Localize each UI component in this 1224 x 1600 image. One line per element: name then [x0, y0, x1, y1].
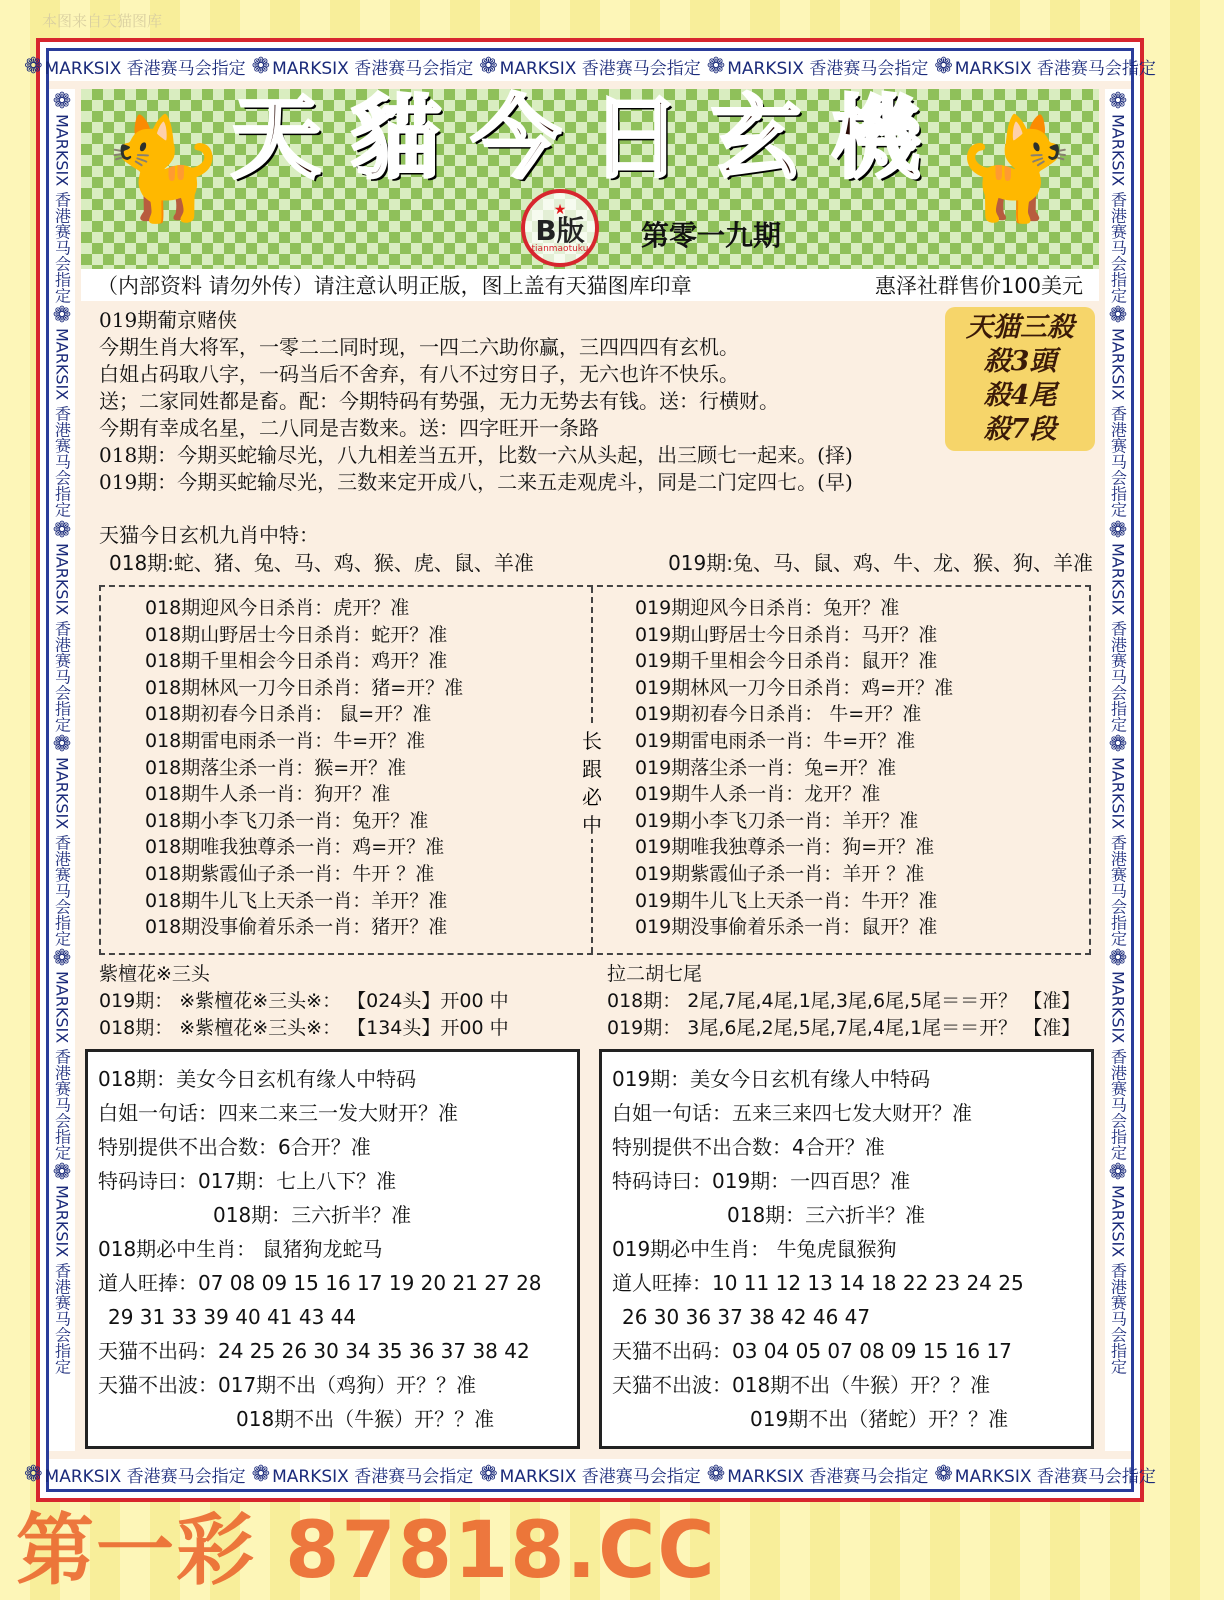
nine-019: 019期:兔、马、鼠、鸡、牛、龙、猴、狗、羊准 — [668, 551, 1093, 575]
notice-left: （内部资料 请勿外传）请注意认明正版，图上盖有天猫图库印章 — [97, 274, 692, 298]
strip-item — [479, 54, 701, 79]
kill-item: 018期林风一刀今日杀肖：猪=开？准 — [145, 676, 464, 699]
strip-item — [1106, 89, 1131, 303]
box-line: 019期不出（猪蛇）开？？准 — [750, 1407, 1009, 1431]
box-line: 26 30 36 37 38 42 46 47 — [622, 1305, 871, 1329]
strip-text: MARKSIX 香港赛马会指定 — [1108, 1185, 1128, 1375]
strip-text: MARKSIX 香港赛马会指定 — [52, 756, 72, 947]
strip-text: MARKSIX 香港赛马会指定 — [52, 114, 72, 304]
kill-item: 019期林风一刀今日杀肖：鸡=开？准 — [635, 676, 954, 699]
strip-text: MARKSIX 香港赛马会指定 — [52, 542, 72, 732]
title-char: 貓 — [351, 85, 441, 191]
box-line: 天猫不出码：24 25 26 30 34 35 36 37 38 42 — [98, 1339, 530, 1363]
strip-item — [934, 1462, 1156, 1487]
flower-icon: ❁ — [1105, 946, 1131, 972]
flower-icon: ❁ — [251, 1461, 271, 1487]
box-line: 018期必中生肖： 鼠猪狗龙蛇马 — [98, 1237, 383, 1261]
poster-title — [81, 85, 1099, 191]
box-line: 特别提供不出合数：6合开？准 — [98, 1135, 371, 1159]
box-line: 天猫不出码：03 04 05 07 08 09 15 16 17 — [612, 1339, 1012, 1363]
zitan-section — [99, 961, 509, 1042]
box-line: 019期必中生肖： 牛兔虎鼠猴狗 — [612, 1237, 897, 1261]
flower-icon: ❁ — [24, 1461, 43, 1487]
flower-icon: ❁ — [49, 517, 75, 543]
title-char: 天 — [231, 85, 321, 191]
strip-item — [707, 1462, 929, 1487]
box-line: 018期：美女今日玄机有缘人中特码 — [98, 1067, 417, 1091]
kill-item: 018期初春今日杀肖： 鼠=开？准 — [145, 703, 432, 726]
strip-text: MARKSIX 香港赛马会指定 — [1108, 756, 1128, 947]
flower-icon: ❁ — [251, 53, 271, 79]
box-018 — [85, 1049, 580, 1449]
box-line: 天猫不出波：018期不出（牛猴）开？？准 — [612, 1373, 991, 1397]
kill-item: 019期唯我独尊杀一肖：狗=开？准 — [635, 836, 935, 859]
kill-item: 018期落尘杀一肖：猴=开？准 — [145, 756, 407, 779]
site-watermark: 第一彩 87818.CC — [16, 1506, 717, 1596]
badge-line: 天猫三殺 — [966, 312, 1074, 343]
notice-bar — [81, 269, 1099, 301]
strip-text: MARKSIX 香港赛马会指定 — [272, 58, 474, 79]
kill-badge — [945, 307, 1095, 451]
strip-item — [934, 54, 1156, 79]
flower-icon: ❁ — [706, 1461, 726, 1487]
title-char: 機 — [831, 85, 921, 191]
kill-item: 018期山野居士今日杀肖：蛇开？准 — [145, 623, 448, 646]
kill-item: 019期迎风今日杀肖：兔开？准 — [635, 597, 900, 619]
box-line: 018期不出（牛猴）开？？准 — [236, 1407, 495, 1431]
box-line: 特码诗曰：019期：一四百思？准 — [612, 1169, 911, 1193]
strip-item — [252, 54, 474, 79]
box-line: 道人旺捧：10 11 12 13 14 18 22 23 24 25 — [612, 1271, 1024, 1295]
strip-text: MARKSIX 香港赛马会指定 — [727, 58, 929, 79]
flower-icon: ❁ — [49, 303, 75, 329]
cat-left-icon: 🐈 — [101, 110, 226, 227]
kill-item: 019期初春今日杀肖： 牛=开？准 — [635, 703, 922, 726]
kill-item: 018期牛儿飞上天杀一肖：羊开？准 — [145, 889, 448, 912]
kill-item: 019期雷电雨杀一肖：牛=开？准 — [635, 729, 916, 752]
strip-item — [50, 518, 75, 732]
flower-icon: ❁ — [49, 731, 75, 757]
title-char: 今 — [471, 85, 561, 191]
kill-item: 019期落尘杀一肖：兔=开？准 — [635, 756, 897, 779]
kill-list-019 — [635, 595, 953, 941]
strip-item — [50, 89, 75, 303]
zitan-line: 018期： ※紫檀花※三头※： 【134头】开00 中 — [99, 1017, 509, 1039]
kill-item: 019期没事偷着乐杀一肖：鼠开？准 — [635, 916, 938, 939]
intro-line: 今期有幸成名星，二八同是吉数来。送：四字旺开一条路 — [99, 416, 599, 440]
strip-item — [1106, 1160, 1131, 1374]
strip-text: MARKSIX 香港赛马会指定 — [1108, 542, 1128, 732]
intro-line: 白姐占码取八字，一码当后不舍弃，有八不过穷日子，无六也许不快乐。 — [99, 362, 739, 386]
stamp-url: tianmaotuku — [531, 243, 589, 254]
intro-line: 018期：今期买蛇输尽光，八九相差当五开，比数一六从头起，出三顾七一起来。(择) — [99, 443, 853, 467]
intro-line: 019期葡京赌侠 — [99, 308, 238, 332]
box-line: 天猫不出波：017期不出（鸡狗）开？？准 — [98, 1373, 477, 1397]
kill-item: 018期雷电雨杀一肖：牛=开？准 — [145, 729, 426, 752]
vertical-char: 跟 — [582, 757, 602, 781]
box-line: 白姐一句话：四来二来三一发大财开？准 — [98, 1101, 458, 1125]
strip-item — [24, 54, 246, 79]
vertical-char: 必 — [582, 785, 602, 809]
top-strip — [24, 51, 1156, 81]
strip-item — [50, 732, 75, 946]
center-vertical-text — [579, 727, 605, 839]
flower-icon: ❁ — [24, 53, 43, 79]
strip-item — [479, 1462, 701, 1487]
box-line: 018期：三六折半？准 — [727, 1203, 926, 1227]
nine-zodiac — [99, 521, 1093, 577]
kill-item: 018期迎风今日杀肖：虎开？准 — [145, 597, 410, 619]
erhu-title: 拉二胡七尾 — [607, 963, 703, 985]
box-019 — [599, 1049, 1094, 1449]
intro-line: 今期生肖大将军，一零二二同时现，一四二六助你赢，三四四四有玄机。 — [99, 335, 739, 359]
strip-text: MARKSIX 香港赛马会指定 — [52, 328, 72, 518]
flower-icon: ❁ — [49, 1160, 75, 1186]
strip-item — [1106, 732, 1131, 946]
zitan-line: 019期： ※紫檀花※三头※： 【024头】开00 中 — [99, 990, 509, 1012]
strip-item — [1106, 518, 1131, 732]
badge-line: 殺3頭 — [983, 346, 1057, 377]
strip-item — [1106, 303, 1131, 517]
strip-text: MARKSIX 香港赛马会指定 — [1108, 328, 1128, 518]
kill-item: 018期紫霞仙子杀一肖：牛开 ？准 — [145, 862, 435, 885]
flower-icon: ❁ — [49, 946, 75, 972]
badge-line: 殺4尾 — [983, 380, 1057, 411]
erhu-line: 019期： 3尾,6尾,2尾,5尾,7尾,4尾,1尾＝＝开？ 【准】 — [607, 1017, 1081, 1039]
box-line: 特别提供不出合数：4合开？准 — [612, 1135, 885, 1159]
kill-zodiac-box — [99, 585, 1091, 955]
strip-text: MARKSIX 香港赛马会指定 — [44, 58, 246, 79]
flower-icon: ❁ — [1105, 517, 1131, 543]
right-strip — [1105, 89, 1131, 1451]
flower-icon: ❁ — [706, 53, 726, 79]
kill-item: 019期牛人杀一肖：龙开？准 — [635, 783, 881, 806]
flower-icon: ❁ — [49, 89, 75, 114]
kill-item: 018期唯我独尊杀一肖：鸡=开？准 — [145, 836, 445, 859]
issue-number: 第零一九期 — [641, 219, 782, 252]
title-char: 玄 — [711, 85, 801, 191]
strip-text: MARKSIX 香港赛马会指定 — [954, 58, 1156, 79]
title-char: 日 — [591, 85, 681, 191]
poster-inner — [24, 48, 1156, 1492]
flower-icon: ❁ — [934, 1461, 953, 1487]
kill-item: 018期没事偷着乐杀一肖：猪开？准 — [145, 916, 448, 939]
strip-text: MARKSIX 香港赛马会指定 — [954, 1466, 1156, 1487]
flower-icon: ❁ — [1105, 89, 1131, 114]
strip-text: MARKSIX 香港赛马会指定 — [272, 1466, 474, 1487]
strip-text: MARKSIX 香港赛马会指定 — [727, 1466, 929, 1487]
price-text: 惠泽社群售价100美元 — [874, 274, 1083, 298]
kill-list-018 — [145, 595, 463, 941]
kill-item: 019期牛儿飞上天杀一肖：牛开？准 — [635, 889, 938, 912]
box-line: 道人旺捧：07 08 09 15 16 17 19 20 21 27 28 — [98, 1271, 542, 1295]
stamp-label: B版 — [535, 213, 585, 247]
erhu-section — [607, 961, 1080, 1042]
erhu-line: 018期： 2尾,7尾,4尾,1尾,3尾,6尾,5尾＝＝开？ 【准】 — [607, 990, 1081, 1012]
strip-text: MARKSIX 香港赛马会指定 — [1108, 971, 1128, 1161]
intro-line: 送；二家同姓都是畜。配：今期特码有势强，无力无势去有钱。送：行横财。 — [99, 389, 779, 413]
strip-text: MARKSIX 香港赛马会指定 — [52, 1185, 72, 1375]
kill-item: 019期千里相会今日杀肖：鼠开？准 — [635, 650, 938, 673]
flower-icon: ❁ — [1105, 731, 1131, 757]
left-strip — [49, 89, 75, 1451]
strip-item — [24, 1462, 246, 1487]
strip-text: MARKSIX 香港赛马会指定 — [52, 971, 72, 1161]
bottom-strip — [24, 1459, 1156, 1489]
kill-item: 019期紫霞仙子杀一肖：羊开 ？准 — [635, 862, 925, 885]
nine-title: 天猫今日玄机九肖中特： — [99, 523, 319, 547]
b-version-stamp — [521, 189, 599, 267]
kill-item: 019期山野居士今日杀肖：马开？准 — [635, 623, 938, 646]
flower-icon: ❁ — [479, 53, 498, 79]
badge-line: 殺7段 — [983, 414, 1057, 445]
flower-icon: ❁ — [1105, 303, 1131, 329]
strip-item — [50, 946, 75, 1160]
strip-item — [50, 303, 75, 517]
box-line: 018期：三六折半？准 — [213, 1203, 412, 1227]
strip-item — [707, 54, 929, 79]
kill-item: 018期牛人杀一肖：狗开？准 — [145, 783, 391, 806]
strip-item — [252, 1462, 474, 1487]
strip-item — [50, 1160, 75, 1374]
kill-item: 018期千里相会今日杀肖：鸡开？准 — [145, 650, 448, 673]
flower-icon: ❁ — [934, 53, 953, 79]
nine-018: 018期:蛇、猪、兔、马、鸡、猴、虎、鼠、羊准 — [109, 551, 534, 575]
vertical-char: 中 — [582, 813, 602, 837]
star-icon: ★ — [553, 201, 567, 218]
poster-frame — [24, 38, 1156, 1502]
flower-icon: ❁ — [1105, 1160, 1131, 1186]
strip-text: MARKSIX 香港赛马会指定 — [499, 58, 701, 79]
kill-item: 018期小李飞刀杀一肖：兔开？准 — [145, 809, 429, 832]
box-line: 019期：美女今日玄机有缘人中特码 — [612, 1067, 931, 1091]
flower-icon: ❁ — [479, 1461, 498, 1487]
intro-line: 019期：今期买蛇输尽光，三数来定开成八，二来五走观虎斗，同是二门定四七。(早) — [99, 470, 853, 494]
vertical-char: 长 — [582, 729, 602, 753]
strip-text: MARKSIX 香港赛马会指定 — [44, 1466, 246, 1487]
title-header — [81, 85, 1099, 269]
strip-text: MARKSIX 香港赛马会指定 — [499, 1466, 701, 1487]
kill-item: 019期小李飞刀杀一肖：羊开？准 — [635, 809, 919, 832]
source-watermark: 本图来自天猫图库 — [42, 12, 163, 30]
strip-text: MARKSIX 香港赛马会指定 — [1108, 114, 1128, 304]
cat-right-icon: 🐈 — [954, 110, 1079, 227]
box-line: 特码诗曰：017期：七上八下？准 — [98, 1169, 397, 1193]
box-line: 29 31 33 39 40 41 43 44 — [108, 1305, 357, 1329]
zitan-title: 紫檀花※三头 — [99, 963, 210, 985]
strip-item — [1106, 946, 1131, 1160]
intro-text — [99, 307, 853, 496]
box-line: 白姐一句话：五来三来四七发大财开？准 — [612, 1101, 972, 1125]
